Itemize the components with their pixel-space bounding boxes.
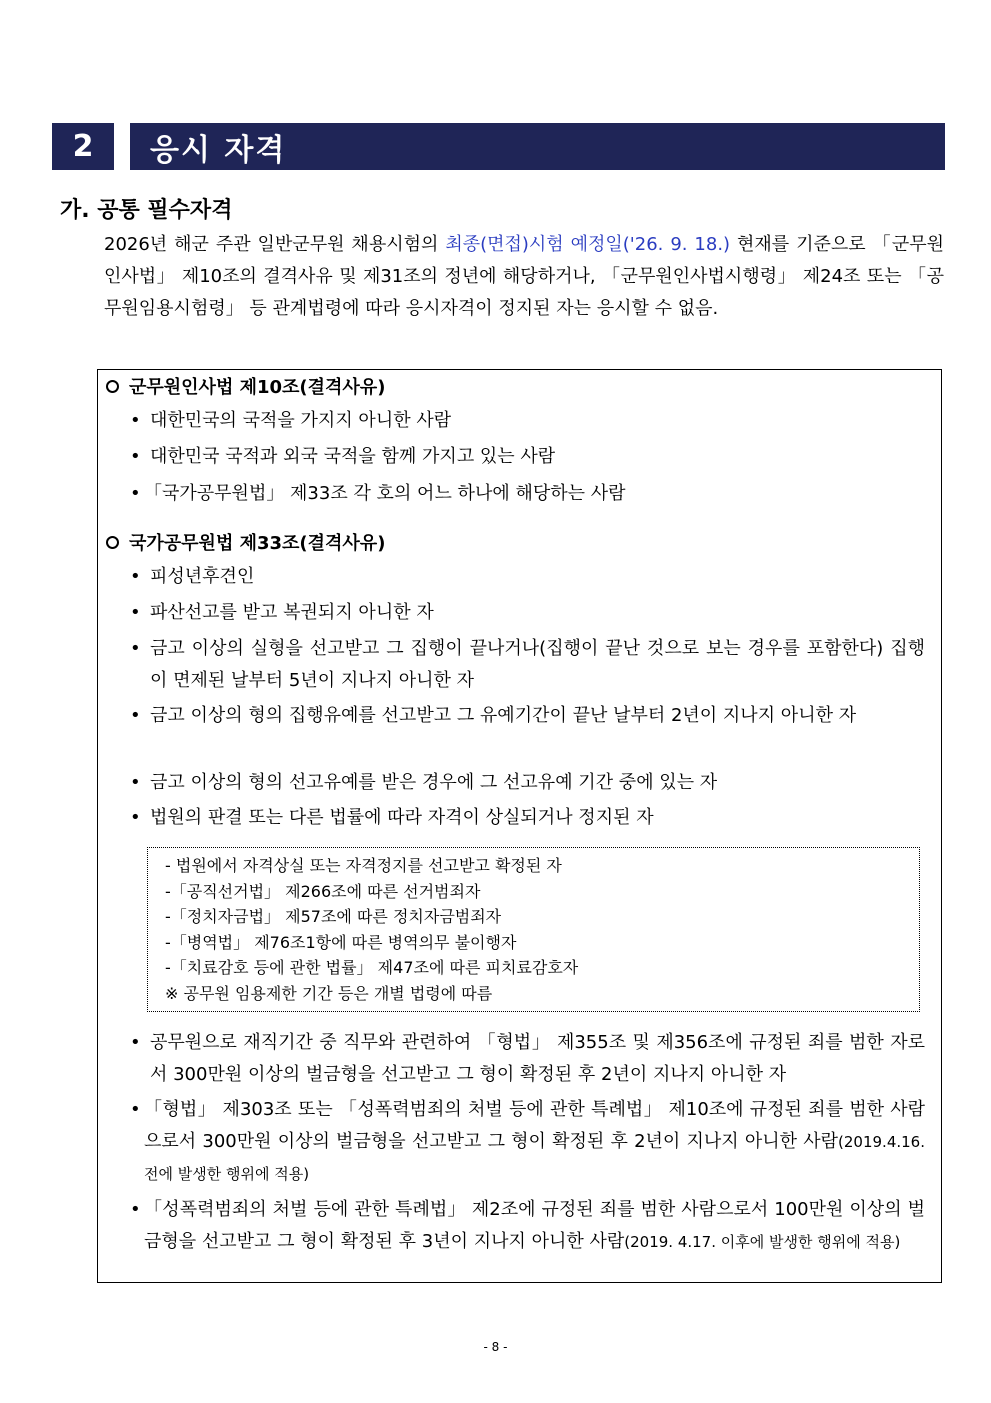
bullet-icon: • [130, 1099, 141, 1120]
list-item-text: 대한민국 국적과 외국 국적을 함께 가지고 있는 사람 [150, 446, 556, 467]
intro-paragraph [104, 229, 944, 325]
list-item [130, 405, 925, 437]
detail-line: -「공직선거법」 제266조에 따른 선거범죄자 [165, 881, 481, 901]
bullet-icon: • [130, 410, 141, 431]
bullet-icon: • [130, 1032, 141, 1053]
list-item-text: 법원의 판결 또는 다른 법률에 따라 자격이 상실되거나 정지된 자 [150, 807, 654, 828]
list-item-note: (2019. 4.17. 이후에 발생한 행위에 적용) [624, 1233, 901, 1251]
list-item [130, 597, 925, 629]
bullet-icon: • [130, 602, 141, 623]
detail-line: -「정치자금법」 제57조에 따른 정치자금범죄자 [165, 907, 502, 926]
intro-text-2: 현재를 기준으로 「군무원인사법」 제10조의 결격사유 및 제31조의 정년에 해당하거나, 「군무원인사법시행령」 제24조 또는 「공무원임용시험령」 등 관계법령에 따라 응시자격이 정지된 자는 응시할 수 없음. [104, 234, 944, 319]
section1-title: 군무원인사법 제10조(결격사유) [129, 377, 386, 398]
bullet-icon: • [130, 446, 141, 467]
list-item-text-wrap [144, 1194, 925, 1258]
bullet-icon: • [130, 1199, 141, 1220]
subsection-title: 가. 공통 필수자격 [60, 198, 233, 223]
list-item [130, 478, 925, 510]
list-item [130, 1194, 925, 1258]
bullet-icon: • [130, 807, 141, 828]
list-item [130, 802, 925, 834]
section-number: 2 [52, 123, 114, 170]
bullet-icon: • [130, 772, 141, 793]
list-item-text: 금고 이상의 형의 집행유예를 선고받고 그 유예기간이 끝난 날부터 2년이 지나지 아니한 자 [150, 705, 857, 726]
bullet-icon: • [130, 566, 141, 587]
intro-text-1: 2026년 해군 주관 일반군무원 채용시험의 [104, 234, 446, 255]
section2-heading [106, 529, 385, 555]
list-item-text: 「성폭력범죄의 처벌 등에 관한 특례법」 제2조에 규정된 죄를 범한 사람으로서 100만원 이상의 벌금형을 선고받고 그 형이 확정된 후 3년이 지나지 아니한 사람 [144, 1199, 925, 1252]
page-number: - 8 - [483, 1340, 508, 1354]
list-item [130, 1094, 925, 1190]
list-item [130, 700, 925, 732]
list-item-text: 「형법」 제303조 또는 「성폭력범죄의 처벌 등에 관한 특례법」 제10조에 규정된 죄를 범한 사람으로서 300만원 이상의 벌금형을 선고받고 그 형이 확정된 후 2년이 지나지 아니한 사람 [144, 1099, 925, 1152]
list-item-text: 피성년후견인 [150, 566, 255, 587]
detail-line: -「병역법」 제76조1항에 따른 병역의무 불이행자 [165, 932, 517, 952]
bullet-icon: • [130, 638, 141, 659]
intro-highlight: 최종(면접)시험 예정일('26. 9. 18.) [445, 234, 731, 255]
list-item-text: 「국가공무원법」 제33조 각 호의 어느 하나에 해당하는 사람 [144, 483, 626, 504]
section1-heading [106, 373, 385, 399]
list-item-text-wrap [144, 1094, 925, 1190]
bullet-icon: • [130, 483, 141, 504]
detail-box [147, 847, 920, 1012]
circle-bullet-icon [106, 380, 119, 393]
circle-bullet-icon [106, 536, 119, 549]
detail-line: - 법원에서 자격상실 또는 자격정지를 선고받고 확정된 자 [165, 856, 562, 875]
list-item-text: 금고 이상의 형의 선고유예를 받은 경우에 그 선고유예 기간 중에 있는 자 [150, 772, 718, 793]
list-item [130, 1027, 925, 1091]
list-item-text: 파산선고를 받고 복권되지 아니한 자 [150, 602, 434, 623]
list-item-text: 금고 이상의 실형을 선고받고 그 집행이 끝나거나(집행이 끝난 것으로 보는 경우를 포함한다) 집행이 면제된 날부터 5년이 지나지 아니한 자 [150, 638, 925, 691]
list-item [130, 767, 925, 799]
bullet-icon: • [130, 705, 141, 726]
list-item-text: 공무원으로 재직기간 중 직무와 관련하여 「형법」 제355조 및 제356조에 규정된 죄를 범한 자로서 300만원 이상의 벌금형을 선고받고 그 형이 확정된 후 2년이 지나지 아니한 자 [150, 1032, 925, 1085]
section2-title: 국가공무원법 제33조(결격사유) [129, 533, 386, 554]
list-item [130, 441, 925, 473]
list-item [130, 633, 925, 697]
detail-note: ※ 공무원 임용제한 기간 등은 개별 법령에 따름 [165, 983, 493, 1003]
section-title: 응시 자격 [130, 123, 945, 170]
detail-line: -「치료감호 등에 관한 법률」 제47조에 따른 피치료감호자 [165, 958, 579, 977]
list-item [130, 561, 925, 593]
list-item-text: 대한민국의 국적을 가지지 아니한 사람 [150, 410, 452, 431]
list-item-note: (2019.4.16. 전에 발생한 행위에 적용) [144, 1133, 925, 1183]
